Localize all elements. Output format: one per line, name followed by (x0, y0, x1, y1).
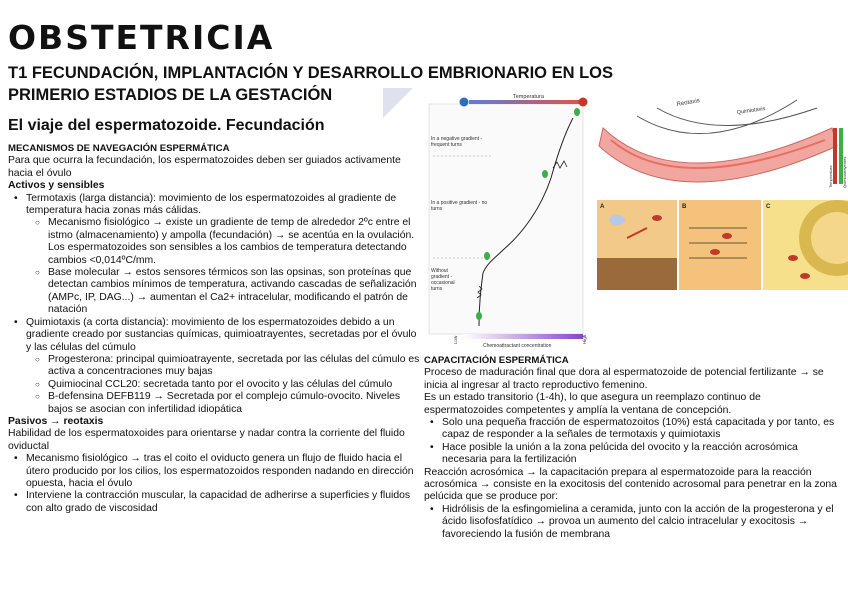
capacitation-paragraph: Es un estado transitorio (1-4h), lo que asegura un reemplazo continuo de espermatozoides competentes y amplía la ventana de concepción. (424, 392, 761, 416)
active-heading: Activos y sensibles (8, 180, 105, 192)
thermometer-hot-icon (579, 98, 588, 107)
temperature-gradient-bar (833, 128, 837, 184)
sperm-head (652, 215, 662, 221)
zone-negative-label: In a negative gradient - frequent turns (431, 136, 483, 148)
quimio-side-label: Quimioatrayentes (842, 156, 847, 188)
chemoattractant-label: Chemoattractant concentration (483, 343, 552, 349)
section-title: El viaje del espermatozoide. Fecundación (8, 117, 325, 134)
sperm-head (788, 255, 798, 261)
termotaxis-sub-item: ○ Base molecular → estos sensores térmicos son las opsinas, son proteínas que detectan cambios mínimos de temperatura, activando cascadas de señalización (AMPc, IP, DAG...) → aumentan el Ca2+ intracelular, modificando el patrón de natación (8, 267, 423, 317)
capacitation-list (424, 417, 842, 467)
panel-b-background (679, 200, 761, 290)
zone-without-label: Without gradient - occasional turns (431, 268, 455, 292)
nav-intro: Para que ocurra la fecundación, los espermatozoides deben ser guiados activamente hacia el óvulo (8, 155, 401, 179)
capacitation-paragraph: Proceso de maduración final que dora al espermatozoide de potencial fertilizante → se inicia al ingresar al tracto reproductivo femenino. (424, 367, 824, 391)
temperature-bar (469, 100, 579, 104)
oviduct-figure (597, 88, 848, 290)
acrosome-paragraph: Reacción acrosómica → la capacitación prepara al espermatozoide para la reacción acrosómica → consiste en la exocitosis del contenido acrosomal para penetrar en la zona pelúcida que se produce por: (424, 466, 837, 503)
navigation-gradient-figure (383, 88, 597, 350)
sperm-head (484, 252, 490, 260)
acrosome-list (424, 504, 842, 541)
sperm-head (476, 312, 482, 320)
reotaxis-label: Reotaxis (676, 98, 701, 108)
sperm-head (574, 108, 580, 116)
main-title: OBSTETRICIA (8, 18, 275, 57)
panel-a-epithelium (597, 258, 677, 290)
sperm-head (722, 233, 732, 239)
panel-b (679, 200, 761, 290)
panel-a (597, 200, 677, 290)
corner-shade (383, 88, 413, 118)
quimiotaxis-sub-item: ○ B-defensina DEFB119 → Secretada por el complejo cúmulo-ovocito. Niveles bajos se asocian con infertilidad idiopática (8, 391, 423, 416)
active-list (8, 193, 423, 416)
high-label: High (582, 334, 587, 344)
panel-c (763, 200, 848, 290)
reotaxis-item: • Mecanismo fisiológico → tras el coito el oviducto genera un flujo de fluido hacia el útero producido por los cilios, los espermatozoidos responden nadando en dirección opuesta, hacia el óvulo (8, 453, 423, 490)
sperm-head (542, 170, 548, 178)
cell (609, 215, 625, 225)
temperature-side-label: Temperatura (828, 165, 833, 188)
quimiotaxis-sub-item: ○ Progesterona: principal quimioatrayente, secretada por las células del cúmulo es activa a concentraciones muy bajas (8, 354, 423, 379)
quimiotaxis-label: Quimiotaxis (736, 106, 766, 116)
sperm-head (800, 273, 810, 279)
passive-heading: Pasivos → reotaxis (8, 415, 104, 427)
temperature-label: Temperatura (513, 94, 544, 100)
topic-title: T1 FECUNDACIÓN, IMPLANTACIÓN Y DESARROLLO EMBRIONARIO EN LOS PRIMERIO ESTADIOS DE LA GESTACIÓN (8, 64, 614, 104)
termotaxis-item: • Termotaxis (larga distancia): movimiento de los espermatozoides al gradiente de temperatura hacia zonas más cálidas. (8, 193, 423, 218)
quimiotaxis-sub-item: ○ Quimiocinal CCL20: secretada tanto por el ovocito y las células del cúmulo (8, 379, 423, 391)
zone-positive-label: In a positive gradient - no turns (431, 200, 488, 212)
quimiotaxis-item: • Quimiotaxis (a corta distancia): movimiento de los espermatozoides debido a un gradiente creado por sustancias químicas, quimioatrayentes, secretadas por el óvulo y las células del cúmulo (8, 317, 423, 354)
left-column (8, 143, 423, 515)
panel-b-label: B (682, 204, 687, 210)
sperm-head (710, 249, 720, 255)
panel-a-label: A (600, 204, 605, 210)
termotaxis-sub-item: ○ Mecanismo fisiológico → existe un gradiente de temp de alrededor 2ºc entre el istmo (almacenamiento) y ampolla (fecundación) → se acentúa en la ovulación. Los espermatozoides son sensibles a los cambios de temperatura detectando cambios <0,014ºC/mm. (8, 217, 423, 267)
thermometer-cold-icon (460, 98, 469, 107)
acrosome-item: • Hidrólisis de la esfingomielina a ceramida, junto con la acción de la progesterona y el ácido lisofosfatídico → provoa un aumento del calcio intracelular y exocitosis → favoreciendo la fusión de membrana (424, 504, 842, 541)
low-label: Low (453, 335, 458, 344)
capacitation-heading: CAPACITACIÓN ESPERMÁTICA (424, 355, 569, 366)
nav-heading: MECANISMOS DE NAVEGACIÓN ESPERMÁTICA (8, 143, 230, 154)
passive-list (8, 453, 423, 515)
capacitation-item: • Hace posible la unión a la zona pelúcida del ovocito y la reacción acrosómica necesaria para la fertilización (424, 442, 842, 467)
capacitation-item: • Solo una pequeña fracción de espermatozoitos (10%) está capacitada y por tanto, es capaz de responder a la señales de termotaxis y quimiotaxis (424, 417, 842, 442)
reotaxis-item: • Interviene la contracción muscular, la capacidad de adherirse a superficies y fluidos con alto grado de viscosidad (8, 490, 423, 515)
chemoattractant-bar (463, 334, 583, 339)
panel-c-label: C (766, 204, 771, 210)
passive-intro: Habilidad de los espermatoxoides para orientarse y nadar contra la corriente del fluido oviductal (8, 428, 405, 452)
right-column (424, 355, 842, 541)
